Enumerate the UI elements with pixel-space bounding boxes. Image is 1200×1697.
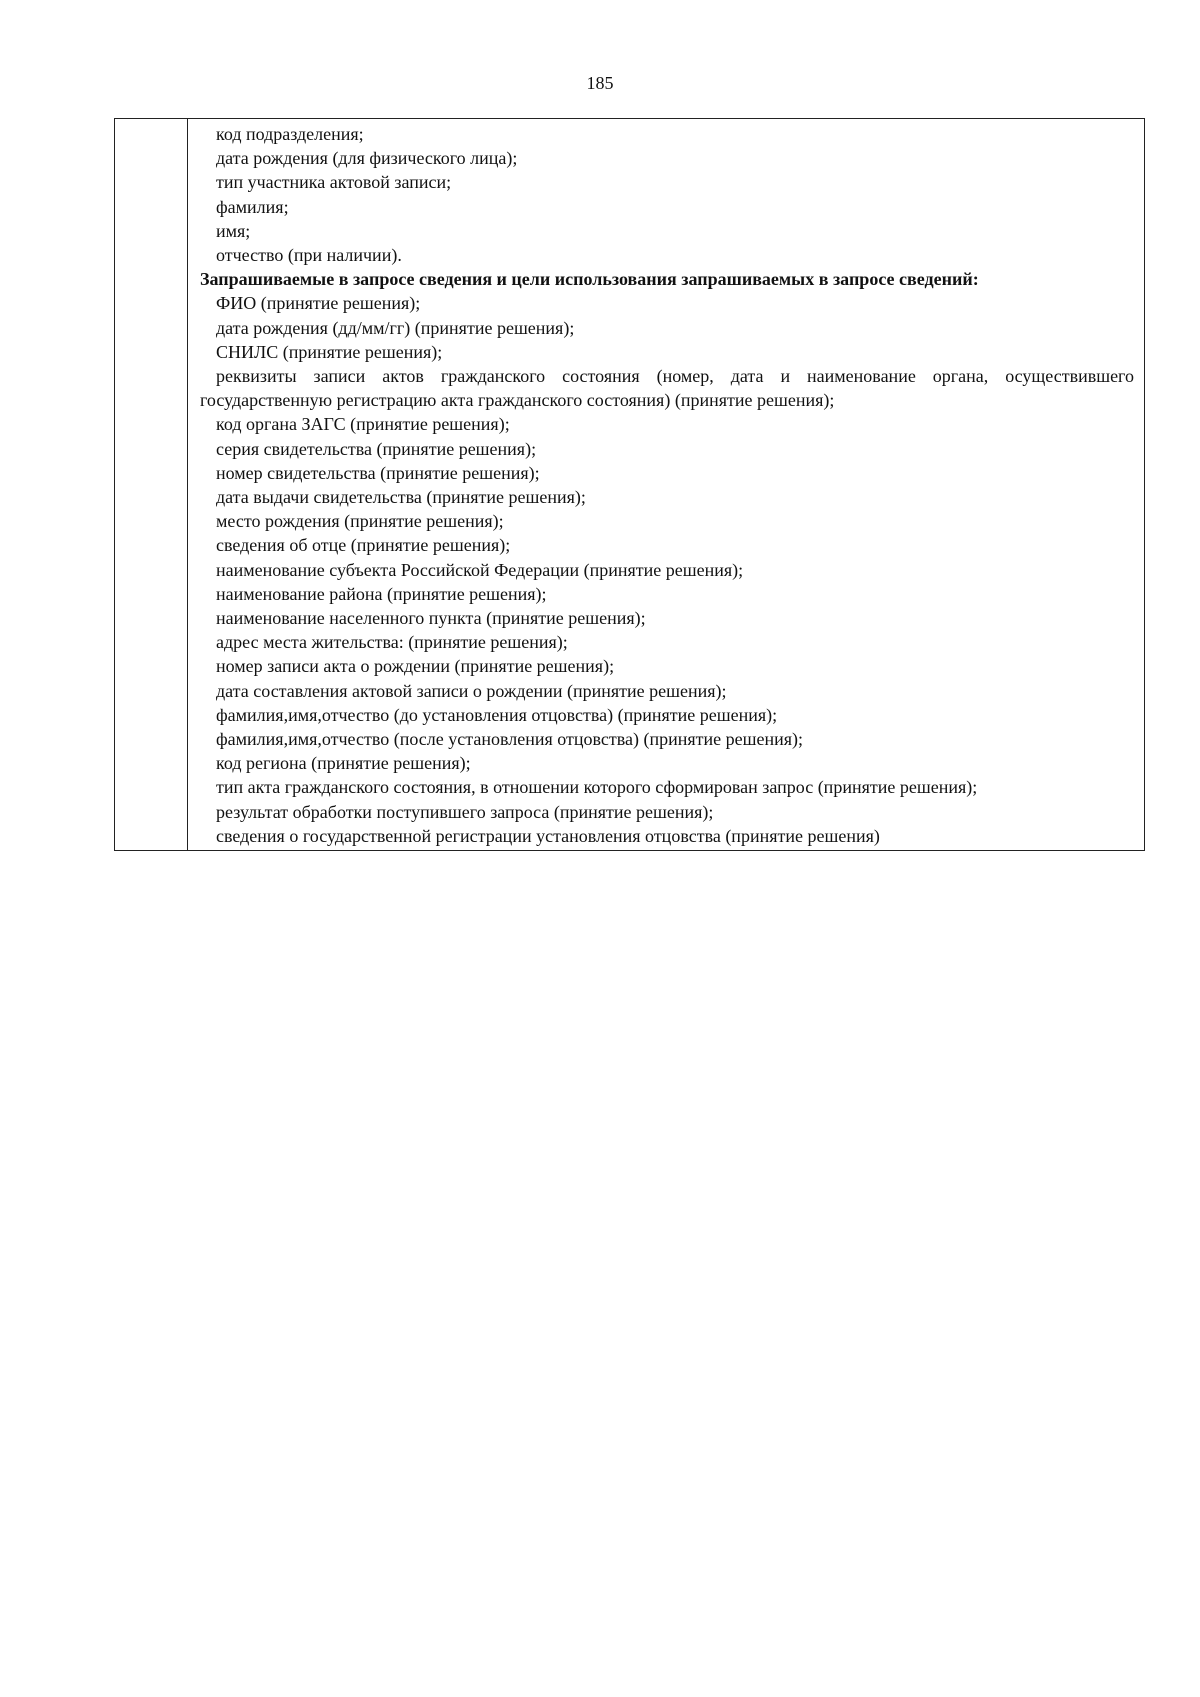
requested-item: серия свидетельства (принятие решения); — [216, 438, 537, 459]
requested-item: СНИЛС (принятие решения); — [216, 341, 443, 362]
requested-item: результат обработки поступившего запроса (принятие решения); — [216, 801, 714, 822]
requested-info-heading: Запрашиваемые в запросе сведения и цели использования запрашиваемых в запросе сведений: — [200, 269, 979, 290]
participant-field: отчество (при наличии). — [216, 245, 402, 266]
requested-item: номер свидетельства (принятие решения); — [216, 462, 540, 483]
requested-item: наименование субъекта Российской Федерации (принятие решения); — [216, 559, 744, 580]
requested-item: ФИО (принятие решения); — [216, 293, 421, 314]
table-main-column — [188, 119, 1144, 850]
page-number: 185 — [586, 73, 614, 93]
requested-item: место рождения (принятие решения); — [216, 511, 504, 532]
participant-field: дата рождения (для физического лица); — [216, 148, 518, 169]
participant-field: код подразделения; — [216, 124, 364, 144]
requested-item: дата выдачи свидетельства (принятие решения); — [216, 487, 586, 508]
requested-item: код органа ЗАГС (принятие решения); — [216, 414, 510, 435]
requested-item: сведения об отце (принятие решения); — [216, 535, 511, 556]
requested-item: тип акта гражданского состояния, в отношении которого сформирован запрос (принятие решения); — [216, 777, 978, 798]
requested-item: дата составления актовой записи о рождении (принятие решения); — [216, 680, 727, 701]
requested-item: номер записи акта о рождении (принятие решения); — [216, 656, 615, 677]
requested-item: фамилия,имя,отчество (до установления отцовства) (принятие решения); — [216, 704, 778, 725]
document-table — [114, 118, 1145, 851]
participant-field: фамилия; — [216, 196, 289, 217]
requested-item-long: реквизиты записи актов гражданского состояния (номер, дата и наименование органа, осуществившего государственную регистрацию акта гражданского состояния) (принятие решения); — [200, 366, 1134, 411]
participant-field: тип участника актовой записи; — [216, 172, 452, 193]
requested-item: фамилия,имя,отчество (после установления отцовства) (принятие решения); — [216, 729, 804, 750]
participant-field: имя; — [216, 220, 251, 241]
requested-item: дата рождения (дд/мм/гг) (принятие решения); — [216, 317, 575, 338]
requested-item: наименование района (принятие решения); — [216, 583, 547, 604]
requested-item: сведения о государственной регистрации установления отцовства (принятие решения) — [216, 825, 880, 846]
requested-item: адрес места жительства: (принятие решения); — [216, 632, 568, 653]
table-left-column — [115, 119, 188, 850]
requested-item: код региона (принятие решения); — [216, 753, 471, 774]
requested-item: наименование населенного пункта (принятие решения); — [216, 608, 646, 629]
